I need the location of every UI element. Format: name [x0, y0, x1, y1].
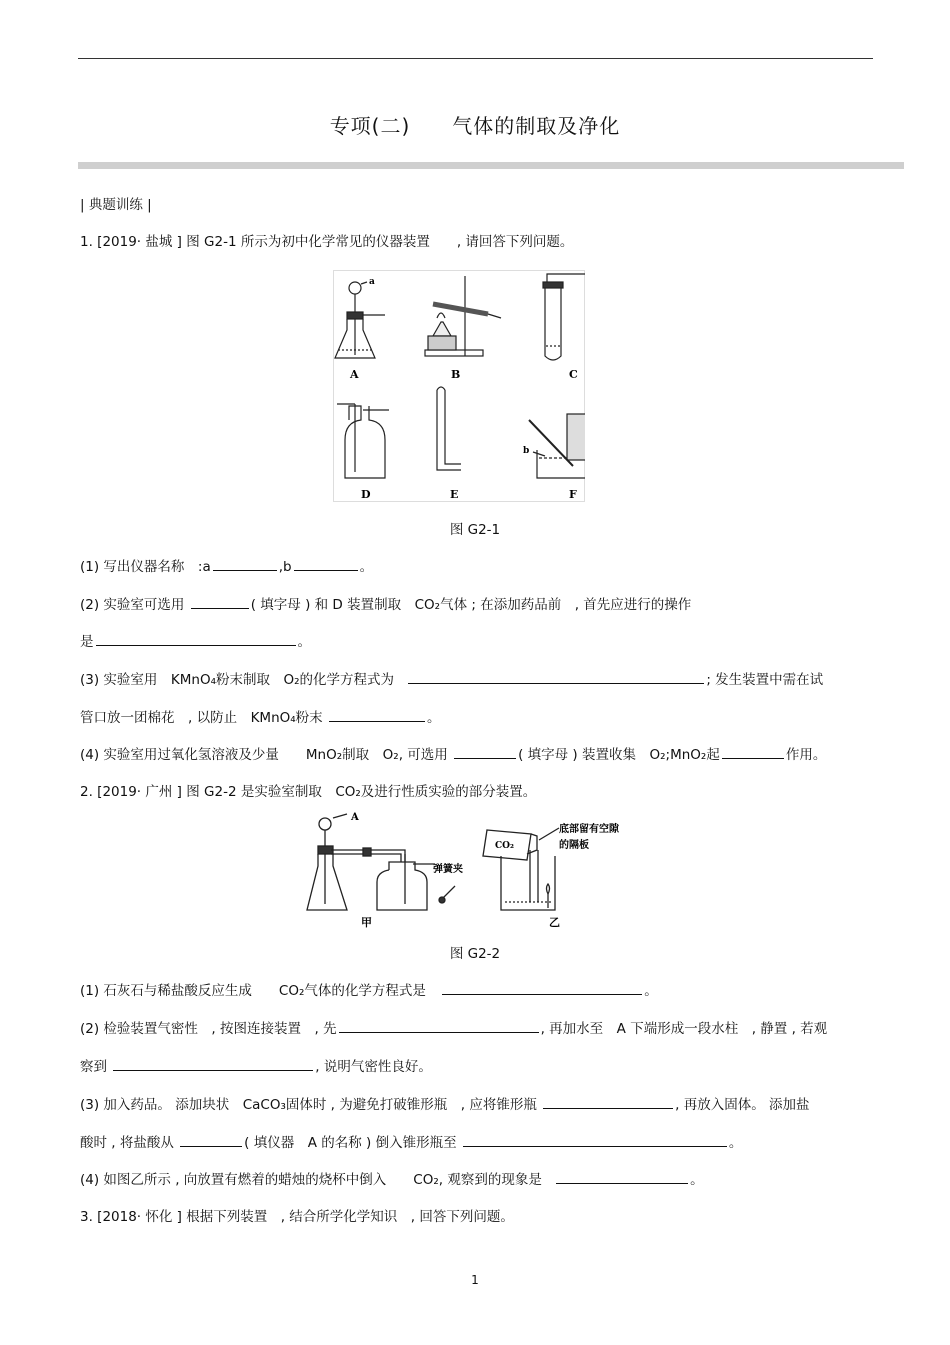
q1-part3-end: 。 — [426, 710, 441, 726]
q1-part3-cont — [80, 706, 440, 726]
q2-part2-cont — [80, 1055, 432, 1075]
q1-part4-text: (4) 实验室用过氧化氢溶液及少量 MnO₂制取 O₂, 可选用 — [80, 747, 448, 763]
q1-part2 — [80, 593, 691, 613]
q2-part3-cont — [80, 1131, 742, 1151]
q2-part2-text-c: 察到 — [80, 1059, 107, 1075]
q1-part3-text-c: 管口放一团棉花 , 以防止 KMnO₄粉末 — [80, 710, 323, 726]
title-divider — [78, 162, 904, 169]
answer-blank-q2-2b[interactable] — [113, 1058, 313, 1071]
fig2-label-spring: 弹簧夹 — [433, 864, 463, 875]
spring-clip — [439, 886, 455, 903]
q2-part4-end: 。 — [690, 1172, 704, 1188]
q1-part2-text: (2) 实验室可选用 — [80, 597, 185, 613]
fig-label-B: B — [451, 368, 461, 381]
apparatus-d — [337, 404, 389, 478]
apparatus-b — [425, 276, 501, 356]
q1-part3 — [80, 668, 823, 688]
q2-part2-text: (2) 检验装置气密性 , 按图连接装置 , 先 — [80, 1021, 337, 1037]
answer-blank-q1-2a[interactable] — [191, 596, 249, 609]
q2-part4-text: (4) 如图乙所示 , 向放置有燃着的蜡烛的烧杯中倒入 CO₂, 观察到的现象是 — [80, 1172, 542, 1188]
q2-part3-text: (3) 加入药品。 添加块状 CaCO₃固体时 , 为避免打破锥形瓶 , 应将锥形瓶 — [80, 1097, 537, 1113]
answer-blank-q1-2b[interactable] — [96, 633, 296, 646]
fig2-label-A: A — [351, 812, 359, 823]
q2-part1-end: 。 — [644, 983, 658, 999]
answer-blank-a[interactable] — [213, 558, 277, 571]
q1-part2-end: 。 — [297, 634, 311, 650]
answer-blank-q2-4[interactable] — [556, 1171, 688, 1184]
apparatus-jia — [307, 814, 435, 910]
q2-part3-text-d: ( 填仪器 A 的名称 ) 倒入锥形瓶至 — [244, 1135, 457, 1151]
answer-blank-q2-1[interactable] — [442, 982, 642, 995]
fig2-label-jia: 甲 — [361, 916, 372, 929]
q1-part3-text: (3) 实验室用 KMnO₄粉末制取 O₂的化学方程式为 — [80, 672, 395, 688]
q1-part1-text-b: ,b — [278, 559, 292, 575]
fig-label-E: E — [450, 488, 459, 501]
q1-part4-end: 作用。 — [785, 747, 827, 763]
answer-blank-q1-3a[interactable] — [408, 671, 704, 684]
figure-g2-2 — [305, 810, 642, 930]
q2-part1 — [80, 979, 658, 999]
q2-part4 — [80, 1168, 704, 1188]
q2-part1-text: (1) 石灰石与稀盐酸反应生成 CO₂气体的化学方程式是 — [80, 983, 426, 999]
label-b-small: b — [523, 446, 530, 456]
q1-part1-text: (1) 写出仪器名称 :a — [80, 559, 211, 575]
q1-part2-text-c: 是 — [80, 634, 94, 650]
apparatus-a — [335, 282, 385, 358]
q1-part4-text-b: ( 填字母 ) 装置收集 O₂;MnO₂起 — [518, 747, 720, 763]
fig-label-D: D — [361, 488, 371, 501]
fig2-label-yi: 乙 — [549, 916, 560, 929]
q2-part3-end: 。 — [728, 1135, 743, 1151]
apparatus-e — [437, 387, 461, 470]
figure-g2-1 — [333, 270, 585, 502]
answer-blank-q2-3a[interactable] — [543, 1096, 673, 1109]
figure-g2-1-caption: 图 G2-1 — [449, 522, 501, 538]
answer-blank-q2-3b[interactable] — [180, 1134, 242, 1147]
q2-part3-text-b: , 再放入固体。 添加盐 — [675, 1097, 810, 1113]
q2-part2-text-d: , 说明气密性良好。 — [315, 1059, 432, 1075]
apparatus-c — [543, 274, 585, 360]
q1-part4 — [80, 743, 826, 763]
fig2-label-co2: CO₂ — [495, 841, 514, 851]
answer-blank-b[interactable] — [294, 558, 358, 571]
answer-blank-q2-2a[interactable] — [339, 1020, 539, 1033]
q1-stem: 1. [2019· 盐城 ] 图 G2-1 所示为初中化学常见的仪器装置 , 请回答下列问题。 — [80, 234, 574, 250]
q3-stem: 3. [2018· 怀化 ] 根据下列装置 , 结合所学化学知识 , 回答下列问题。 — [80, 1209, 514, 1225]
q2-part3-text-c: 酸时 , 将盐酸从 — [80, 1135, 174, 1151]
q1-part2-cont — [80, 630, 311, 650]
q1-part3-text-b: ; 发生装置中需在试 — [706, 672, 824, 688]
q1-part1-end: 。 — [359, 559, 374, 575]
answer-blank-q1-4a[interactable] — [454, 746, 516, 759]
q2-part3 — [80, 1093, 810, 1113]
label-a-small: a — [369, 277, 375, 287]
answer-blank-q1-4b[interactable] — [722, 746, 784, 759]
fig-label-C: C — [569, 368, 578, 381]
q1-part1 — [80, 555, 373, 575]
fig2-label-note2: 的隔板 — [559, 840, 589, 851]
page-title: 专项(二) 气体的制取及净化 — [329, 114, 621, 138]
q2-part2-text-b: , 再加水至 A 下端形成一段水柱 , 静置 , 若观 — [540, 1021, 828, 1037]
page-number: 1 — [471, 1273, 479, 1287]
fig-label-F: F — [569, 488, 577, 501]
q2-stem: 2. [2019· 广州 ] 图 G2-2 是实验室制取 CO₂及进行性质实验的部分装置。 — [80, 784, 537, 800]
fig-label-A: A — [350, 368, 359, 381]
fig2-label-note1: 底部留有空隙 — [559, 824, 619, 835]
section-label: | 典题训练 | — [80, 197, 152, 213]
answer-blank-q2-3c[interactable] — [463, 1134, 727, 1147]
q2-part2 — [80, 1017, 827, 1037]
top-rule — [78, 58, 873, 59]
figure-g2-2-caption: 图 G2-2 — [449, 946, 501, 962]
answer-blank-q1-3b[interactable] — [329, 709, 425, 722]
apparatus-f — [529, 414, 585, 478]
q1-part2-text-b: ( 填字母 ) 和 D 装置制取 CO₂气体 ; 在添加药品前 , 首先应进行的操作 — [250, 597, 692, 613]
